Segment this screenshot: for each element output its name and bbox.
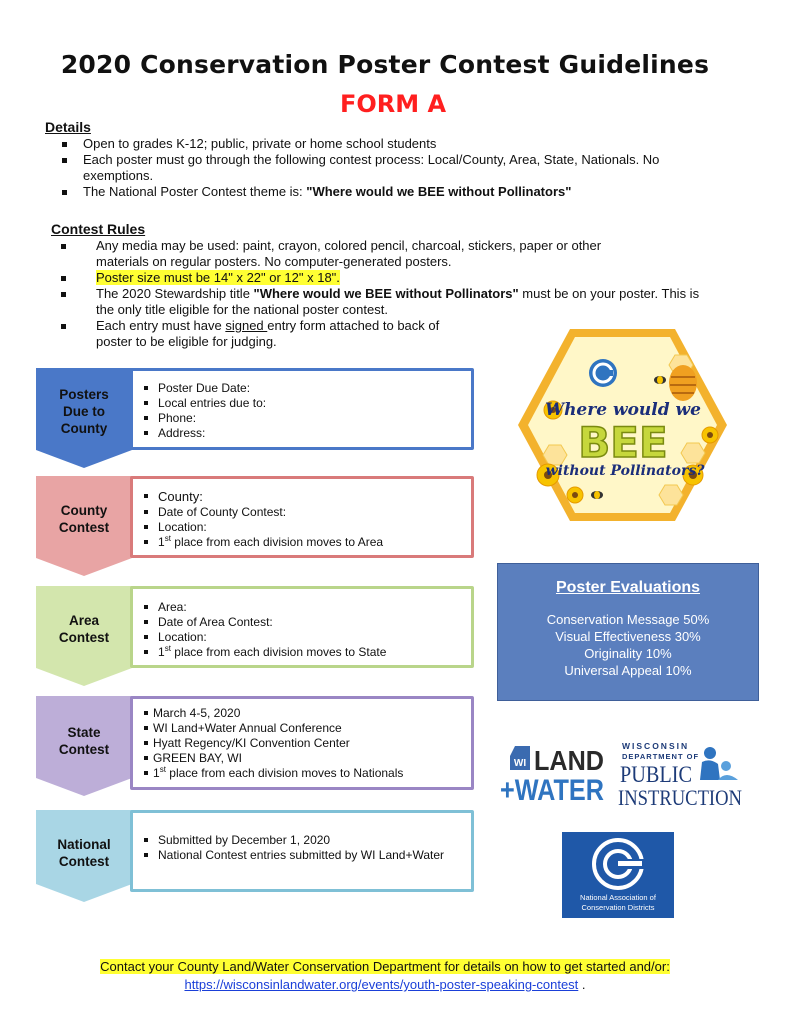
wi-dpi-logo [614,740,744,808]
list-item: Each poster must go through the following contest process: Local/County, Area, State, Nationals. No exemptions. [45,152,735,184]
list-item: Poster Due Date: [133,381,471,396]
lw-water-text: +WATER [500,774,605,807]
stage-box-state [130,696,474,790]
rule3-bold: "Where would we BEE without Pollinators" [253,286,519,301]
stage-label: National Contest [57,837,111,869]
list-item: Phone: [133,411,471,426]
list-item: 1st place from each division moves to Nationals [133,766,471,781]
evaluations-title: Poster Evaluations [555,579,701,596]
list-item: Date of County Contest: [133,505,471,520]
dpi-instruction: INSTRUCTION [618,785,743,810]
list-item: National Contest entries submitted by WI Land+Water [133,848,471,863]
list-item: 1st place from each division moves to Area [133,535,471,550]
stage-arrow-county [36,476,132,576]
footer [0,958,770,994]
list-item: Location: [133,630,471,645]
signed-underlined: signed [225,318,268,333]
page-title: 2020 Conservation Poster Contest Guidelines [60,50,710,79]
list-item [45,184,735,200]
stage-arrow-area [36,586,132,686]
dpi-top2: DEPARTMENT OF [622,752,700,761]
list-item: March 4-5, 2020 [133,706,471,721]
list-item [45,270,705,286]
theme-label: The National Poster Contest theme is: [83,184,307,199]
dpi-top1: WISCONSIN [622,741,690,751]
footer-tail: . [578,977,586,992]
nacd-line1: National Association of [580,893,656,902]
details-heading: Details [45,119,91,135]
evaluation-line: Originality 10% [584,646,672,661]
stage-box-national [130,810,474,892]
list-item: Hyatt Regency/KI Convention Center [133,736,471,751]
list-item: Address: [133,426,471,441]
stage-arrow-national [36,810,132,902]
stage-box-county-due [130,368,474,450]
list-item: Location: [133,520,471,535]
rule4-text: Each entry must have [96,318,226,333]
details-section [45,119,735,200]
nacd-logo [562,832,674,918]
stage-box-county [130,476,474,558]
stage-label: County Contest [58,503,110,535]
rule3-text-end: must be on your poster. This is the only title eligible for the national poster contest. [96,286,700,317]
stage-label: State Contest [58,725,110,757]
lw-land-text: LAND [534,745,604,776]
contest-link[interactable]: https://wisconsinlandwater.org/events/youth-poster-speaking-contest [184,977,579,992]
list-item: GREEN BAY, WI [133,751,471,766]
list-item: 1st place from each division moves to State [133,645,471,660]
evaluation-line: Conservation Message 50% [546,612,710,627]
list-item: Open to grades K-12; public, private or home school students [45,136,735,152]
evaluation-line: Universal Appeal 10% [564,663,692,678]
evaluation-line: Visual Effectiveness 30% [555,629,701,644]
wi-land-water-logo [498,742,606,807]
dpi-public: PUBLIC [620,762,692,787]
bee-logo-line1: Where would we [544,400,702,420]
list-item: Any media may be used: paint, crayon, colored pencil, charcoal, stickers, paper or other materials on regular posters. No computer-generated posters. [45,238,705,270]
list-item: Area: [133,600,471,615]
footer-contact-text: Contact your County Land/Water Conservation Department for details on how to get started and/or: [100,959,670,974]
poster-evaluations-box [497,563,759,701]
stage-box-area [130,586,474,668]
list-item: WI Land+Water Annual Conference [133,721,471,736]
details-list [45,136,735,200]
list-item [45,318,456,350]
stage-label: Area Contest [58,613,110,645]
bee-contest-logo [515,325,730,525]
nacd-line2: Conservation Districts [581,903,655,912]
list-item [45,286,705,318]
lw-wi-text: WI [513,758,527,769]
stage-arrow-county-due [36,368,132,468]
list-item: County: [133,489,471,505]
form-label: FORM A [339,90,447,118]
bee-logo-line3: without Pollinators? [545,463,705,479]
stage-arrow-state [36,696,132,796]
list-item: Date of Area Contest: [133,615,471,630]
list-item: Submitted by December 1, 2020 [133,833,471,848]
bee-logo-line2: BEE [578,418,668,467]
rule3-text: The 2020 Stewardship title [96,286,254,301]
poster-size-highlight: Poster size must be 14" x 22" or 12" x 18". [96,270,340,285]
theme-bold: "Where would we BEE without Pollinators" [306,184,572,199]
rule4-text-end: entry form attached to back of poster to be eligible for judging. [96,318,440,349]
stage-label: Posters Due to County [59,387,109,436]
rules-heading: Contest Rules [51,221,146,237]
list-item: Local entries due to: [133,396,471,411]
